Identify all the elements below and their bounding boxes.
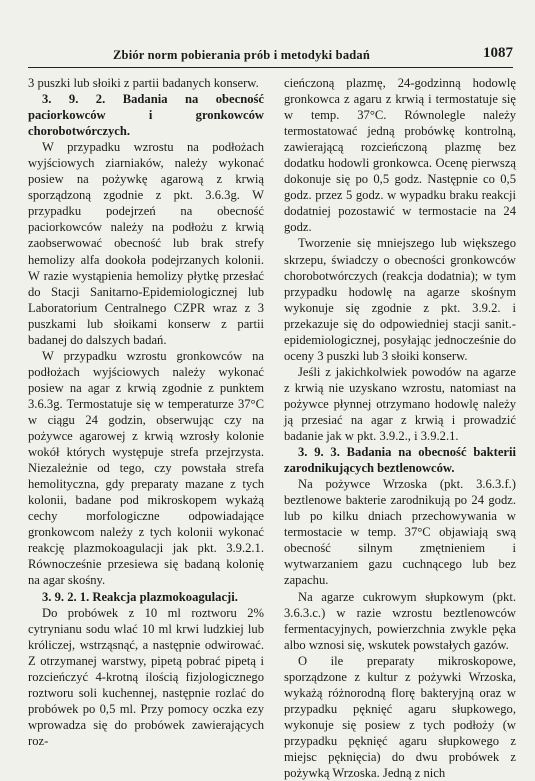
header-rule <box>28 67 513 68</box>
right-column <box>284 75 516 781</box>
paragraph: Tworzenie się mniejszego lub większego skrzepu, świadczy o obecności gronkowców chorobotwórczych (reakcja dodatnia); w tym przypadku hodowlę na agarze skośnym wykonuje się zgodnie z pkt. 3.9.2. i przekazuje się do odpowiedniej stacji sanit.-epidemiologicznej, posyłając jednocześnie do oceny 3 puszki lub 3 słoiki konserw. <box>284 236 516 363</box>
running-header <box>28 44 513 64</box>
page-number: 1087 <box>483 45 513 61</box>
paragraph: Do probówek z 10 ml roztworu 2% cytrynianu sodu wlać 10 ml krwi ludzkiej lub króliczej, wstrząsnąć, a następnie odwirować. Z otrzymanej warstwy, pipetą pobrać pipetą i rozcieńczyć 4-krotną ilością fizjologicznego roztworu soli kuchennej, następnie rozlać do probówek po 0,5 ml. Przy pomocy oczka ezy wprowadza się do probówek zawierających roz- <box>28 605 264 748</box>
header-title: Zbiór norm pobierania prób i metodyki badań <box>113 48 371 62</box>
paragraph: 3 puszki lub słoiki z partii badanych konserw. <box>28 76 259 90</box>
left-column <box>28 75 264 749</box>
paragraph: W przypadku wzrostu gronkowców na podłożach wyjściowych należy wykonać posiew na agar z krwią zgodnie z punktem 3.6.3g. Termostatuje się w temperaturze 37°C w ciągu 24 godzin, obserwując czy na pożywce agarowej z krwią wzrosły kolonie wokół których występuje strefa przejrzysta. Niezależnie od tego, czy powstała strefa hemolityczna, gdy preparaty mazane z tych kolonii, badane pod mikroskopem wykażą cechy morfologiczne odpowiadające gronkowcom należy z tych kolonii wykonać reakcję plazmokoagulacji jak pkt. 3.9.2.1. Równocześnie przesiewa się badaną kolonię na agar skośny. <box>28 348 264 588</box>
paragraph: Na agarze cukrowym słupkowym (pkt. 3.6.3.c.) w razie wzrostu beztlenowców fermentacyjnych, powierzchnia zwykle pęka albo wznosi się, wskutek powstałych gazów. <box>284 589 516 652</box>
section-heading: 3. 9. 2. 1. Reakcja plazmokoagulacji. <box>42 589 238 604</box>
section-heading: 3. 9. 2. Badania na obecność paciorkowców i gronkowców chorobotwórczych. <box>28 92 264 139</box>
paragraph: Jeśli z jakichkolwiek powodów na agarze z krwią nie uzyskano wzrostu, natomiast na pożywce płynnej otrzymano hodowlę należy ją przesiać na agar z krwią i prowadzić badanie jak w pkt. 3.9.2., i 3.9.2.1. <box>284 364 516 444</box>
paragraph: cieńczoną plazmę, 24-godzinną hodowlę gronkowca z agaru z krwią i termostatuje się w temp. 37°C. Równolegle należy termostatować jedną probówkę kontrolną, zawierającą rozcieńczoną plazmę bez dodatku hodowli gronkowca. Ocenę pierwszą dokonuje się po 0,5 godz. Następnie co 0,5 godz. przez 5 godz. w wypadku braku reakcji dodatniej pozostawić w termostacie na 24 godz. <box>284 76 516 235</box>
paragraph: W przypadku wzrostu na podłożach wyjściowych ziarniaków, należy wykonać posiew na pożywkę agarową z krwią sporządzoną zgodnie z pkt. 3.6.3g. W przypadku podejrzeń na obecność paciorkowców należy na podłożu z krwią zaobserwować obecność lub brak strefy hemolizy alfa dookoła podejrzanych kolonii. W razie wystąpienia hemolizy płytkę przesłać do Stacji Sanitarno-Epidemiologicznej lub Laboratorium Centralnego CZPR wraz z 3 puszkami lub słoikami konserw z partii badanej do dalszych badań. <box>28 140 264 347</box>
section-heading: 3. 9. 3. Badania na obecność bakterii zarodnikujących beztlenowców. <box>284 445 516 476</box>
paragraph: Na pożywce Wrzoska (pkt. 3.6.3.f.) beztlenowe bakterie zarodnikują po 24 godz. lub po kilku dniach przechowywania w termostacie w temp. 37°C objawiają swą obecność silnym zmętnieniem i wytwarzaniem gazu cuchnącego lub bez zapachu. <box>284 477 516 588</box>
paragraph: O ile preparaty mikroskopowe, sporządzone z kultur z pożywki Wrzoska, wykażą różnorodną florę bakteryjną oraz w przypadku pęknięć agaru słupkowego, wykonuje się posiew z tych podłoży (w przypadku pęknięć agaru słupkowego z miejsc pęknięcia) do dwu probówek z pożywką Wrzoska. Jedną z nich <box>284 653 516 781</box>
